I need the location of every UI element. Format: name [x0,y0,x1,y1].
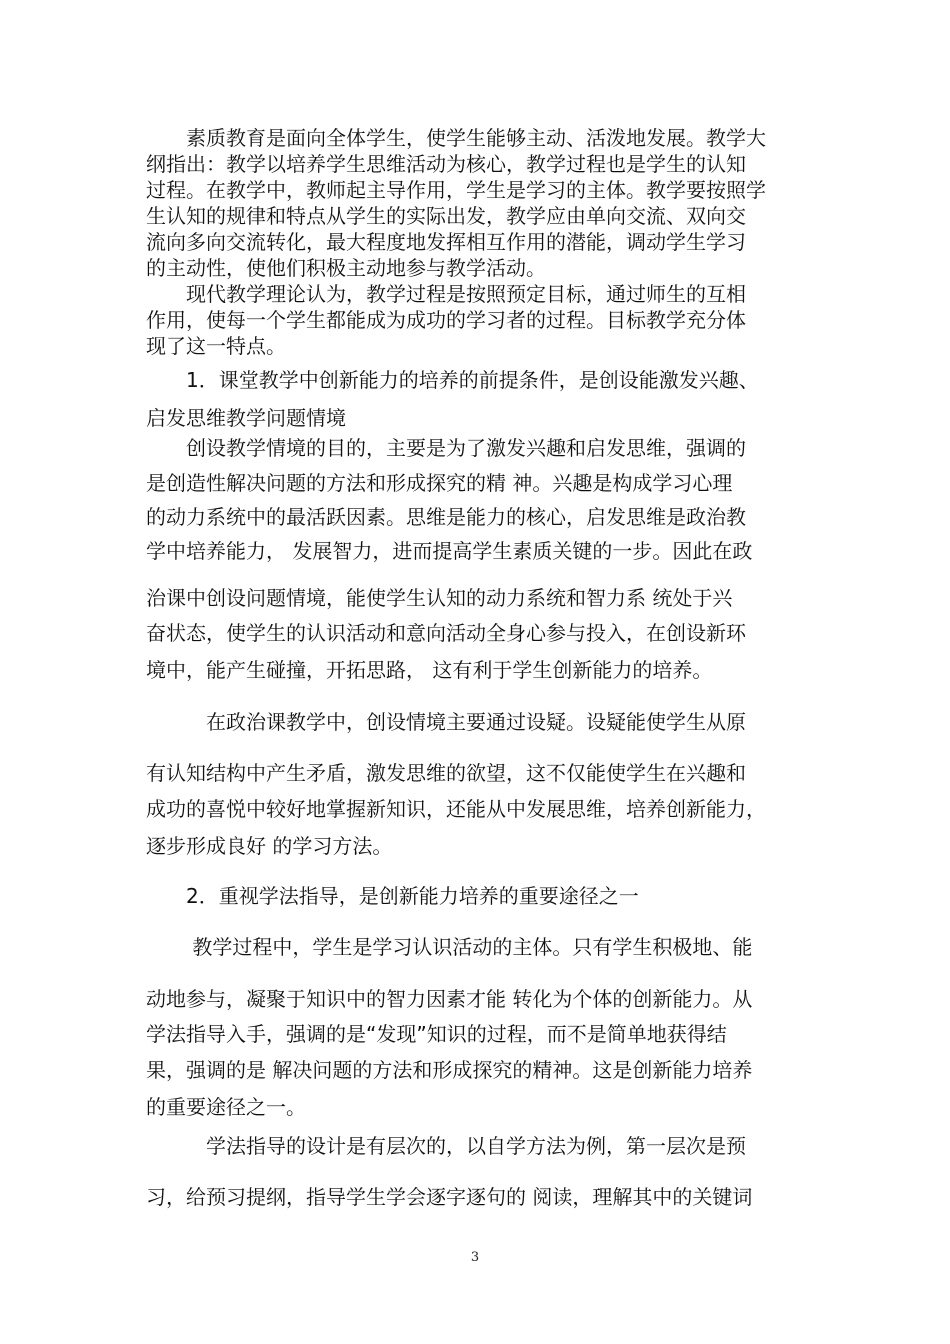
paragraph-line: 习，给预习提纲，指导学生学会逐字逐句的 阅读，理解其中的关键词 [146,1185,753,1209]
paragraph-line: 生认知的规律和特点从学生的实际出发，教学应由单向交流、双向交 [146,204,746,228]
paragraph-line: 过程。在教学中，教师起主导作用，学生是学习的主体。教学要按照学 [146,178,766,202]
paragraph-line: 果，强调的是 解决问题的方法和形成探究的精神。这是创新能力培养 [146,1058,753,1082]
paragraph-line: 是创造性解决问题的方法和形成探究的精 神。兴趣是构成学习心理 [146,471,733,495]
paragraph-line: 逐步形成良好 的学习方法。 [146,834,393,858]
section-heading: 1．课堂教学中创新能力的培养的前提条件，是创设能激发兴趣、 [146,368,759,392]
paragraph-line: 现代教学理论认为，教学过程是按照预定目标，通过师生的互相 [146,282,746,306]
section-heading: 启发思维教学问题情境 [146,406,346,430]
paragraph-line: 动地参与，凝聚于知识中的智力因素才能 转化为个体的创新能力。从 [146,987,753,1011]
paragraph-line: 的重要途径之一。 [146,1095,306,1119]
paragraph-line: 纲指出：教学以培养学生思维活动为核心，教学过程也是学生的认知 [146,152,746,176]
paragraph-line: 有认知结构中产生矛盾，激发思维的欲望，这不仅能使学生在兴趣和 [146,761,746,785]
paragraph-line: 在政治课教学中，创设情境主要通过设疑。设疑能使学生从原 [146,710,746,734]
paragraph-line: 学中培养能力， 发展智力，进而提高学生素质关键的一步。因此在政 [146,539,753,563]
paragraph-line: 的动力系统中的最活跃因素。思维是能力的核心，启发思维是政治教 [146,505,746,529]
paragraph-line: 教学过程中，学生是学习认识活动的主体。只有学生积极地、能 [146,935,753,959]
paragraph-line: 创设教学情境的目的，主要是为了激发兴趣和启发思维，强调的 [146,436,746,460]
paragraph-line: 奋状态，使学生的认识活动和意向活动全身心参与投入，在创设新环 [146,621,746,645]
paragraph-line: 学法指导入手，强调的是“发现”知识的过程，而不是简单地获得结 [146,1022,727,1046]
paragraph-line: 成功的喜悦中较好地掌握新知识，还能从中发展思维，培养创新能力， [146,797,766,821]
page-number: 3 [470,1250,480,1265]
paragraph-line: 境中，能产生碰撞，开拓思路， 这有利于学生创新能力的培养。 [146,658,713,682]
section-heading: 2．重视学法指导，是创新能力培养的重要途径之一 [146,884,639,908]
paragraph-line: 素质教育是面向全体学生，使学生能够主动、活泼地发展。教学大 [146,126,766,150]
paragraph-line: 现了这一特点。 [146,334,286,358]
paragraph-line: 的主动性，使他们积极主动地参与教学活动。 [146,256,546,280]
paragraph-line: 流向多向交流转化，最大程度地发挥相互作用的潜能，调动学生学习 [146,230,746,254]
paragraph-line: 学法指导的设计是有层次的，以自学方法为例，第一层次是预 [146,1134,746,1158]
paragraph-line: 作用，使每一个学生都能成为成功的学习者的过程。目标教学充分体 [146,308,746,332]
paragraph-line: 治课中创设问题情境，能使学生认知的动力系统和智力系 统处于兴 [146,586,733,610]
